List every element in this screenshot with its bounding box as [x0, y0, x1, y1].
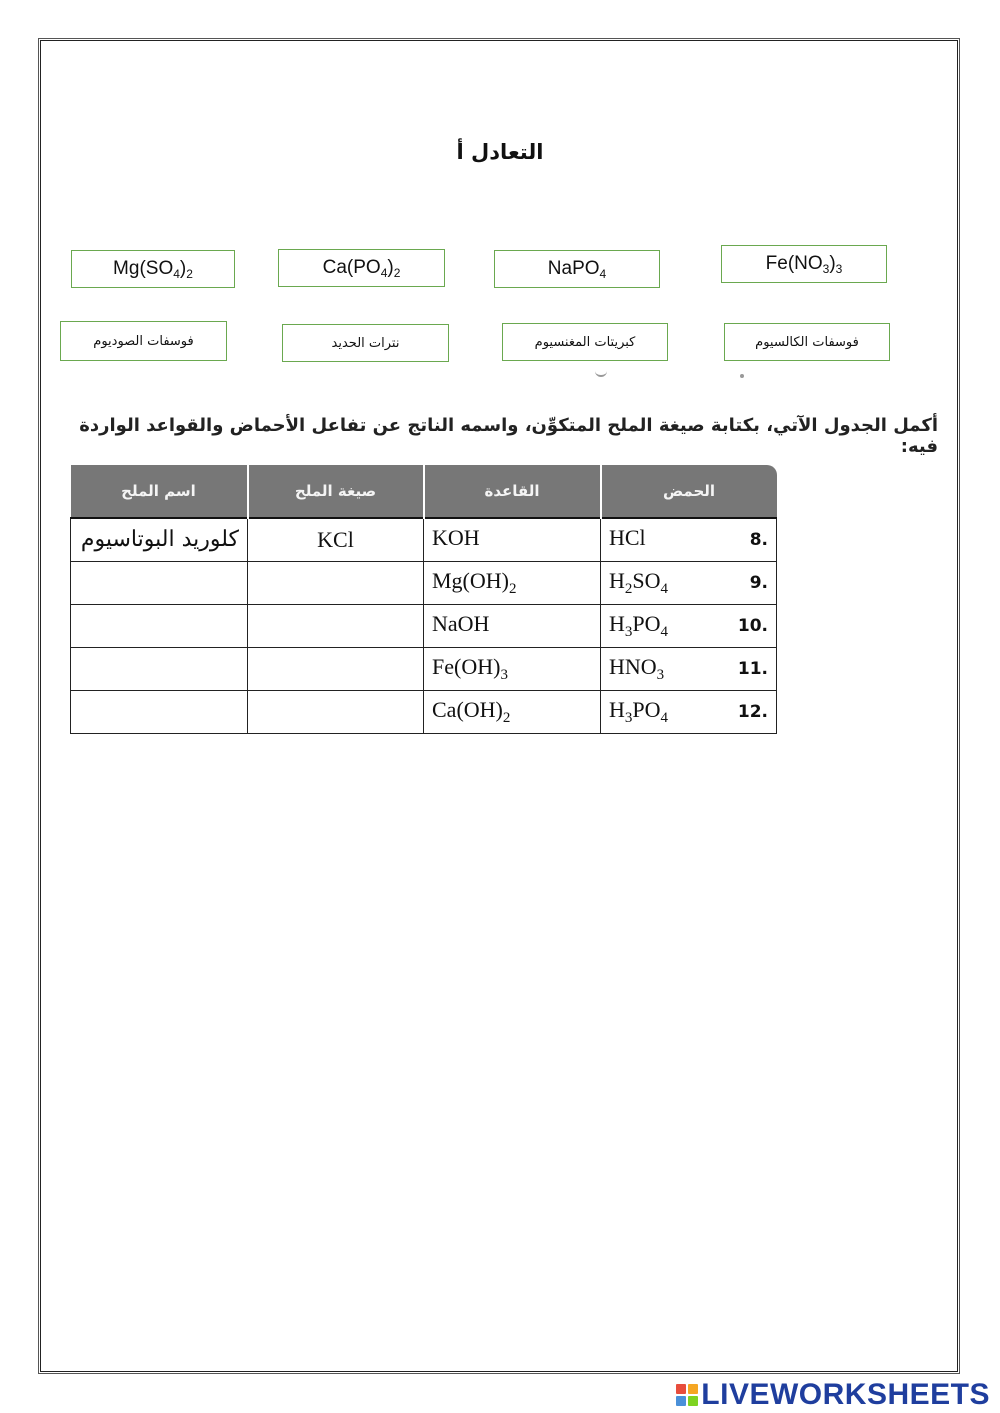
- chip-name-text: فوسفات الكالسيوم: [755, 334, 859, 350]
- chip-name-text: نترات الحديد: [331, 335, 400, 351]
- table-row: [71, 690, 777, 733]
- salt-name-input[interactable]: [71, 647, 248, 690]
- chip-name-magnesium-sulfate[interactable]: [502, 323, 668, 361]
- salt-formula-input[interactable]: [248, 690, 424, 733]
- logo-square: [688, 1396, 698, 1406]
- chip-formula-text: NaPO$_4$: [547, 257, 607, 281]
- scan-artifact: [740, 374, 744, 378]
- chip-formula-text: $Ca(PO_4)_2$: [322, 256, 401, 280]
- row-number: 10.: [737, 615, 768, 636]
- chip-formula-napo4[interactable]: [494, 250, 660, 288]
- row-number: 11.: [737, 658, 768, 679]
- chip-formula-feno3[interactable]: [721, 245, 887, 283]
- logo-mark-icon: [676, 1384, 698, 1406]
- row-number: 9.: [749, 572, 768, 593]
- header-salt-formula: صيغة الملح: [248, 465, 424, 518]
- header-salt-name: اسم الملح: [71, 465, 248, 518]
- acid-cell: $H_3PO_4$ 12.: [601, 690, 777, 733]
- salt-formula-input[interactable]: [248, 604, 424, 647]
- chip-name-calcium-phosphate[interactable]: [724, 323, 890, 361]
- table-header-row: [71, 465, 777, 518]
- acid-cell: $H_3PO_4$ 10.: [601, 604, 777, 647]
- base-cell: $Ca(OH)_2$: [424, 690, 601, 733]
- logo-square: [688, 1384, 698, 1394]
- chip-formula-mgso4[interactable]: [71, 250, 235, 288]
- salt-formula-input[interactable]: [248, 647, 424, 690]
- table-row: [71, 604, 777, 647]
- chip-name-sodium-phosphate[interactable]: [60, 321, 227, 361]
- salt-name-input[interactable]: [71, 604, 248, 647]
- row-number: 12.: [737, 701, 768, 722]
- base-cell: $Mg(OH)_2$: [424, 561, 601, 604]
- salt-name-input[interactable]: [71, 561, 248, 604]
- salt-formula-input[interactable]: [248, 561, 424, 604]
- logo-square: [676, 1396, 686, 1406]
- acid-cell: $HNO_3$ 11.: [601, 647, 777, 690]
- logo-square: [676, 1384, 686, 1394]
- chip-formula-text: $Mg(SO_4)_2$: [113, 257, 193, 281]
- logo-text: LIVEWORKSHEETS: [701, 1378, 990, 1411]
- base-cell: KOH: [424, 518, 601, 561]
- acid-cell: $H_2SO_4$ 9.: [601, 561, 777, 604]
- table-row: [71, 647, 777, 690]
- acid-cell: HCl 8.: [601, 518, 777, 561]
- chip-name-text: كبريتات المغنسيوم: [534, 334, 636, 350]
- base-cell: NaOH: [424, 604, 601, 647]
- salt-table: [70, 465, 777, 734]
- row-number: 8.: [749, 529, 768, 550]
- chip-formula-text: $Fe(NO_3)_3$: [765, 252, 843, 276]
- table-row: [71, 518, 777, 561]
- chip-name-text: فوسفات الصوديوم: [93, 333, 194, 349]
- base-cell: $Fe(OH)_3$: [424, 647, 601, 690]
- chip-name-iron-nitrate[interactable]: [282, 324, 449, 362]
- salt-name-cell: كلوريد البوتاسيوم: [71, 518, 248, 561]
- salt-formula-cell: KCl: [248, 518, 424, 561]
- chip-formula-capo4[interactable]: [278, 249, 445, 287]
- instruction-text: أكمل الجدول الآتي، بكتابة صيغة الملح المتكوِّن، واسمه الناتج عن تفاعل الأحماض والقواعد الواردة فيه:: [79, 415, 938, 457]
- liveworksheets-logo: [676, 1378, 990, 1412]
- table-row: [71, 561, 777, 604]
- header-base: القاعدة: [424, 465, 601, 518]
- page-title: التعادل أ: [456, 140, 544, 164]
- salt-name-input[interactable]: [71, 690, 248, 733]
- header-acid: الحمض: [601, 465, 777, 518]
